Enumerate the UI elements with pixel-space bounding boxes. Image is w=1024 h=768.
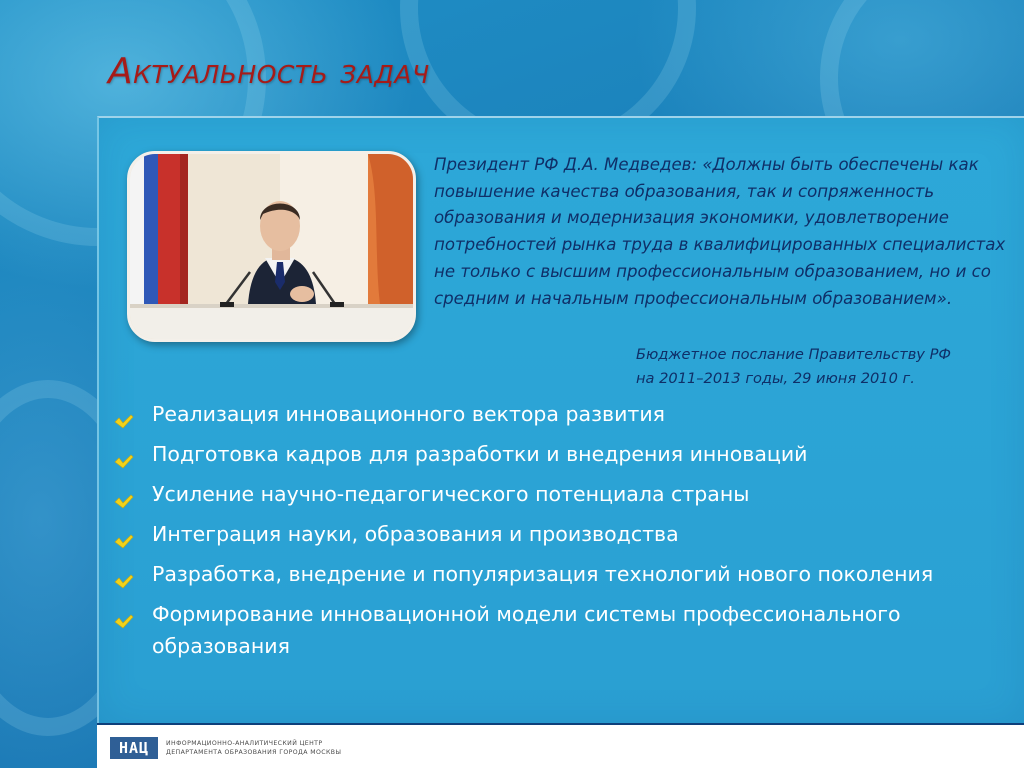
task-text: Разработка, внедрение и популяризация технологий нового поколения <box>152 562 934 586</box>
check-arrow-icon <box>114 407 134 439</box>
task-text: Формирование инновационной модели системы профессионального образования <box>152 602 901 658</box>
footer <box>97 723 1024 768</box>
check-arrow-icon <box>114 487 134 519</box>
quote-source <box>636 343 1016 391</box>
check-arrow-icon <box>114 567 134 599</box>
check-arrow-icon <box>114 447 134 479</box>
president-photo <box>127 151 416 342</box>
task-text: Усиление научно-педагогического потенциала страны <box>152 482 750 506</box>
president-photo-illustration <box>130 154 413 339</box>
organization-logo: НАЦ <box>110 737 158 759</box>
president-quote: Президент РФ Д.А. Медведев: «Должны быть обеспечены как повышение качества образования, так и сопряженность образования и модернизация экономики, удовлетворение потребностей рынка труда в квалифицированных специалистах не только с высшим профессиональным образованием, но и со средним и начальным профессиональным образованием». <box>434 155 1006 308</box>
check-arrow-icon <box>114 607 134 639</box>
footer-caption <box>166 739 341 757</box>
task-text: Интеграция науки, образования и производства <box>152 522 679 546</box>
footer-caption-line: ИНФОРМАЦИОННО-АНАЛИТИЧЕСКИЙ ЦЕНТР <box>166 740 323 747</box>
task-item <box>112 438 992 470</box>
slide-title: Актуальность задач <box>108 51 430 92</box>
quote-source-line: Бюджетное послание Правительству РФ <box>636 346 951 363</box>
check-arrow-icon <box>114 527 134 559</box>
footer-caption-line: ДЕПАРТАМЕНТА ОБРАЗОВАНИЯ ГОРОДА МОСКВЫ <box>166 749 342 756</box>
task-list <box>112 398 992 670</box>
task-item <box>112 398 992 430</box>
task-text: Реализация инновационного вектора развития <box>152 402 665 426</box>
task-item <box>112 598 992 662</box>
quote-source-line: на 2011–2013 годы, 29 июня 2010 г. <box>636 370 915 387</box>
task-text: Подготовка кадров для разработки и внедрения инноваций <box>152 442 808 466</box>
task-item <box>112 478 992 510</box>
task-item <box>112 518 992 550</box>
task-item <box>112 558 992 590</box>
